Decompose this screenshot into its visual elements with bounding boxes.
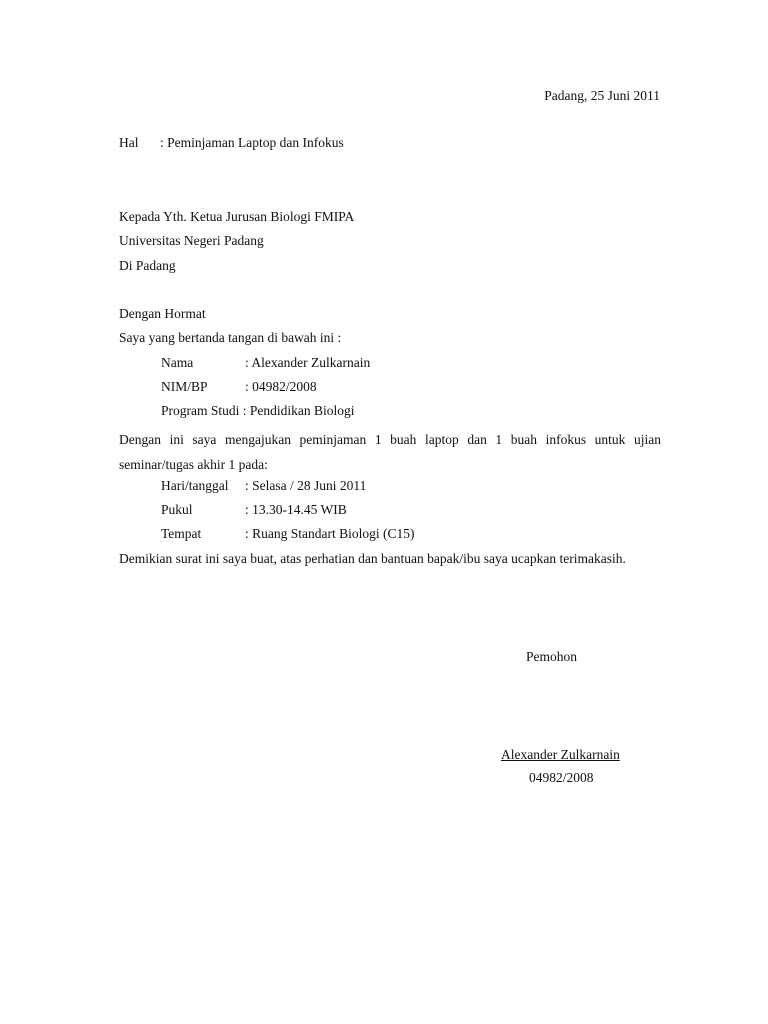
- recipient-line-3: Di Padang: [119, 258, 176, 273]
- signature-name: Alexander Zulkarnain: [501, 747, 620, 762]
- subject-value: : Peminjaman Laptop dan Infokus: [160, 135, 344, 150]
- identity-label-nim: NIM/BP: [161, 379, 208, 394]
- identity-value-name: : Alexander Zulkarnain: [245, 355, 371, 370]
- body-line-1: Dengan ini saya mengajukan peminjaman 1 buah laptop dan 1 buah infokus untuk ujian: [119, 432, 661, 447]
- greeting: Dengan Hormat: [119, 306, 206, 321]
- identity-value-nim: : 04982/2008: [245, 379, 317, 394]
- detail-value-place: : Ruang Standart Biologi (C15): [245, 526, 415, 541]
- signature-nim: 04982/2008: [529, 770, 594, 785]
- identity-label-program: Program Studi : Pendidikan Biologi: [161, 403, 355, 418]
- intro-text: Saya yang bertanda tangan di bawah ini :: [119, 330, 342, 345]
- identity-label-name: Nama: [161, 355, 194, 370]
- detail-label-time: Pukul: [161, 502, 193, 517]
- detail-label-place: Tempat: [161, 526, 202, 541]
- recipient-line-2: Universitas Negeri Padang: [119, 233, 264, 248]
- letter-date: Padang, 25 Juni 2011: [544, 88, 660, 103]
- body-paragraph: [119, 428, 661, 477]
- subject-label: Hal: [119, 135, 139, 150]
- signature-role: Pemohon: [526, 649, 578, 664]
- detail-value-date: : Selasa / 28 Juni 2011: [245, 478, 367, 493]
- body-line-2: seminar/tugas akhir 1 pada:: [119, 456, 268, 472]
- closing-text: Demikian surat ini saya buat, atas perhatian dan bantuan bapak/ibu saya ucapkan terimakasih.: [119, 551, 626, 566]
- recipient-line-1: Kepada Yth. Ketua Jurusan Biologi FMIPA: [119, 209, 355, 224]
- detail-value-time: : 13.30-14.45 WIB: [245, 502, 347, 517]
- detail-label-date: Hari/tanggal: [161, 478, 229, 493]
